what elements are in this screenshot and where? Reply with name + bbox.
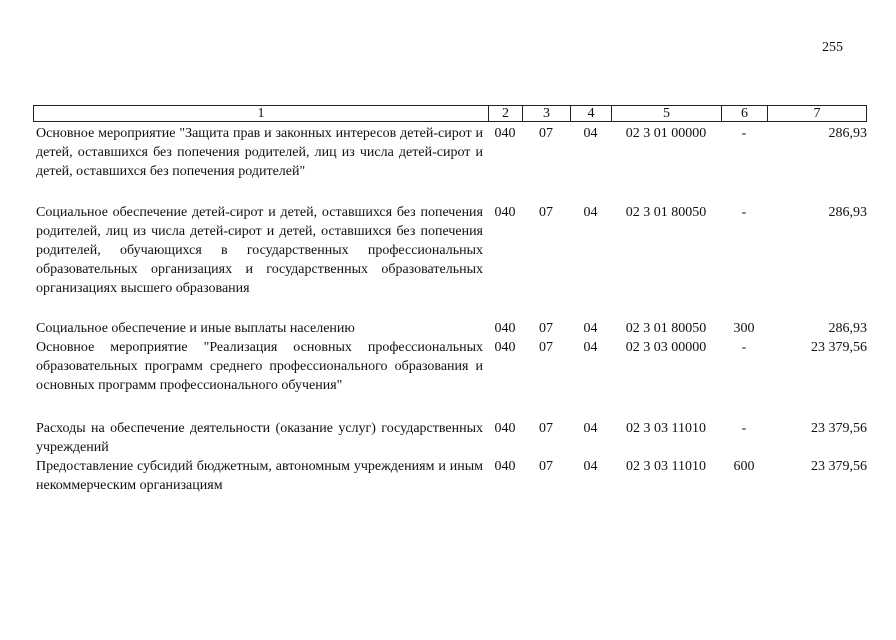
header-cell-6: 6 <box>721 105 767 122</box>
row-col-2: 040 <box>494 421 516 436</box>
row-col-6: - <box>741 421 747 436</box>
row-col-5: 02 3 01 80050 <box>625 205 707 220</box>
row-description: Основное мероприятие "Реализация основных профессиональных образовательных программ среднего профессионального образования и основных программ профессионального обучения" <box>36 340 483 393</box>
row-col-2: 040 <box>494 340 516 355</box>
row-col-4: 04 <box>583 126 598 141</box>
row-description: Предоставление субсидий бюджетным, автономным учреждениям и иным некоммерческим организациям <box>36 459 483 493</box>
row-col-3: 07 <box>539 340 553 355</box>
row-col-6: - <box>741 340 747 355</box>
row-col-3: 07 <box>539 459 553 474</box>
row-description: Социальное обеспечение и иные выплаты населению <box>36 321 355 336</box>
row-col-6: 600 <box>733 459 755 474</box>
row-col-7: 23 379,56 <box>811 340 867 355</box>
table-row <box>33 124 867 181</box>
header-cell-5: 5 <box>611 105 721 122</box>
row-col-4: 04 <box>583 421 598 436</box>
row-col-7: 286,93 <box>828 321 867 336</box>
row-col-2: 040 <box>494 459 516 474</box>
row-col-6: - <box>741 205 747 220</box>
row-col-4: 04 <box>583 321 598 336</box>
row-col-3: 07 <box>539 421 553 436</box>
header-cell-1: 1 <box>33 105 488 122</box>
header-cell-2: 2 <box>488 105 522 122</box>
row-col-2: 040 <box>494 205 516 220</box>
row-col-6: 300 <box>733 321 755 336</box>
header-cell-7: 7 <box>767 105 867 122</box>
row-col-4: 04 <box>583 459 598 474</box>
page-number: 255 <box>822 40 843 55</box>
row-col-3: 07 <box>539 126 553 141</box>
table-row <box>33 419 867 457</box>
row-col-7: 23 379,56 <box>811 421 867 436</box>
row-col-3: 07 <box>539 321 553 336</box>
row-col-5: 02 3 03 11010 <box>626 459 706 474</box>
table-header <box>33 105 867 122</box>
row-col-5: 02 3 03 00000 <box>625 340 707 355</box>
row-col-7: 23 379,56 <box>811 459 867 474</box>
row-col-4: 04 <box>583 340 598 355</box>
header-cell-3: 3 <box>522 105 570 122</box>
row-col-7: 286,93 <box>828 205 867 220</box>
row-description: Социальное обеспечение детей-сирот и детей, оставшихся без попечения родителей, лиц из числа детей-сирот и детей, оставшихся без попечения родителей, обучающихся в государственных профессиональных образовательных организациях и государственных образовательных организациях высшего образования <box>36 205 483 296</box>
table-row <box>33 457 867 495</box>
row-col-5: 02 3 01 80050 <box>625 321 707 336</box>
row-col-2: 040 <box>494 126 516 141</box>
table-row <box>33 319 867 338</box>
row-col-3: 07 <box>539 205 553 220</box>
row-col-2: 040 <box>494 321 516 336</box>
row-description: Основное мероприятие "Защита прав и законных интересов детей-сирот и детей, оставшихся без попечения родителей, лиц из числа детей-сирот и детей, оставшихся без попечения родителей" <box>36 126 483 179</box>
row-col-4: 04 <box>583 205 598 220</box>
row-col-5: 02 3 03 11010 <box>626 421 706 436</box>
row-col-5: 02 3 01 00000 <box>625 126 707 141</box>
row-col-6: - <box>741 126 747 141</box>
row-col-7: 286,93 <box>828 126 867 141</box>
table-row <box>33 203 867 298</box>
row-description: Расходы на обеспечение деятельности (оказание услуг) государственных учреждений <box>36 421 483 455</box>
table-row <box>33 338 867 395</box>
header-cell-4: 4 <box>570 105 611 122</box>
